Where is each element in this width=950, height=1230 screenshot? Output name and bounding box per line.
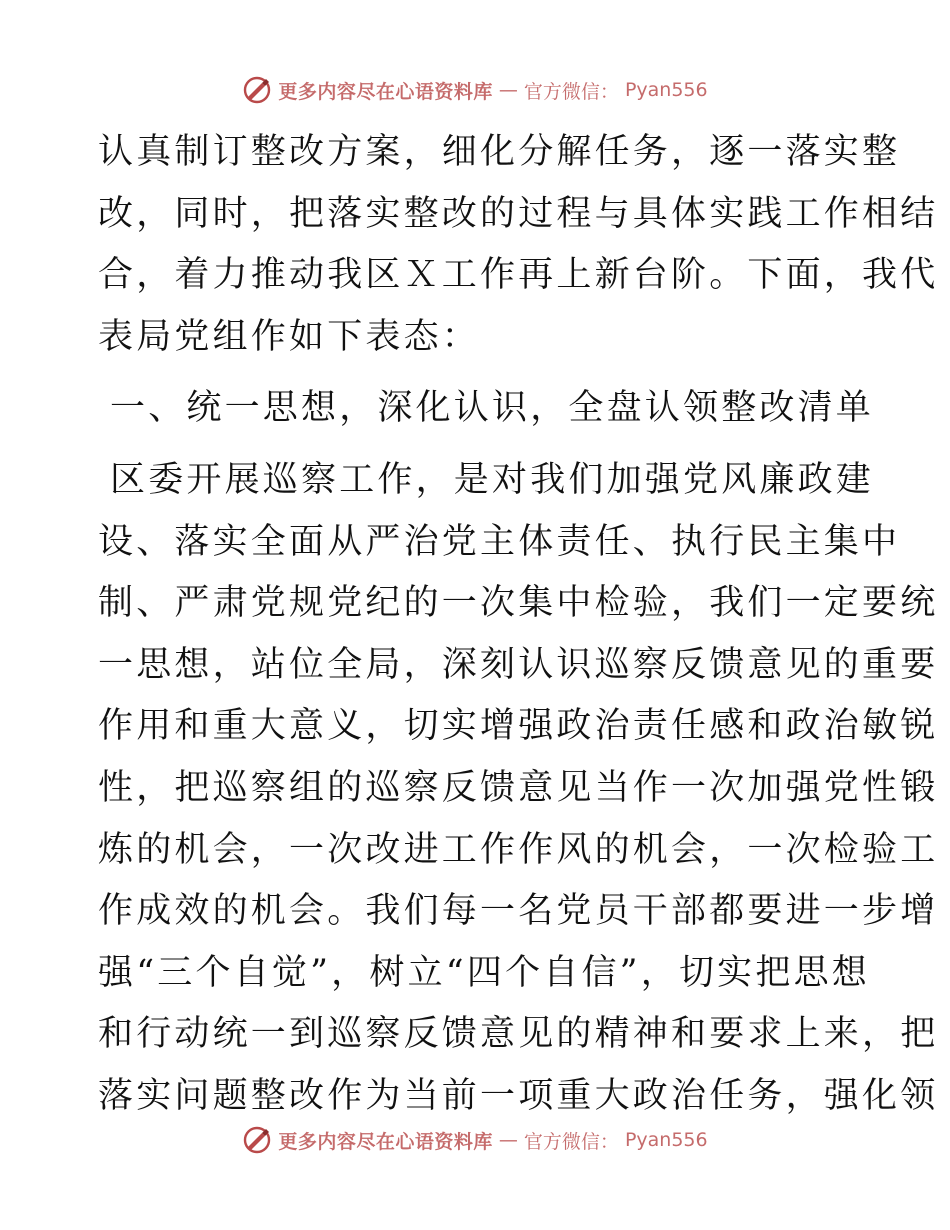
- paragraph-1: [98, 122, 939, 368]
- text-line: 作成效的机会。我们每一名党员干部都要进一步增: [98, 891, 939, 932]
- header-watermark: [0, 72, 950, 108]
- text-line: 和行动统一到巡察反馈意见的精神和要求上来，把: [98, 1014, 939, 1055]
- watermark-contact-value: Pyan556: [624, 1129, 708, 1151]
- watermark-contact-label: 官方微信：: [523, 80, 619, 103]
- watermark-dash: —: [498, 1129, 518, 1151]
- text-line: 性，把巡察组的巡察反馈意见当作一次加强党性锻: [98, 767, 939, 808]
- watermark-site-text: 更多内容尽在心语资料库: [278, 1130, 493, 1153]
- paragraph-2: [98, 450, 939, 1128]
- watermark-contact-label: 官方微信：: [523, 1130, 619, 1153]
- section-heading: 一、统一思想，深化认识，全盘认领整改清单: [110, 388, 875, 429]
- text-line: 设、落实全面从严治党主体责任、执行民主集中: [98, 521, 901, 562]
- watermark-site-text: 更多内容尽在心语资料库: [278, 80, 493, 103]
- footer-watermark: [0, 1122, 950, 1158]
- text-line: 落实问题整改作为当前一项重大政治任务，强化领: [98, 1075, 939, 1116]
- pen-logo-icon: [242, 1125, 272, 1155]
- text-line: 制、严肃党规党纪的一次集中检验，我们一定要统: [98, 583, 939, 624]
- watermark-dash: —: [498, 79, 518, 101]
- watermark-contact-value: Pyan556: [624, 79, 708, 101]
- text-line: 炼的机会，一次改进工作作风的机会，一次检验工: [98, 829, 939, 870]
- text-line: 认真制订整改方案，细化分解任务，逐一落实整: [98, 132, 901, 172]
- pen-logo-icon: [242, 75, 272, 105]
- document-body: [98, 122, 939, 1128]
- text-line: 区委开展巡察工作，是对我们加强党风廉政建: [110, 459, 875, 500]
- text-line: 合，着力推动我区Ｘ工作再上新台阶。下面，我代: [98, 255, 939, 296]
- text-line: 作用和重大意义，切实增强政治责任感和政治敏锐: [98, 706, 939, 747]
- text-line: 改，同时，把落实整改的过程与具体实践工作相结: [98, 193, 939, 234]
- text-line: 一思想，站位全局，深刻认识巡察反馈意见的重要: [98, 644, 939, 685]
- text-line: 强“三个自觉”，树立“四个自信”，切实把思想: [98, 952, 870, 993]
- text-line: 表局党组作如下表态：: [98, 316, 481, 357]
